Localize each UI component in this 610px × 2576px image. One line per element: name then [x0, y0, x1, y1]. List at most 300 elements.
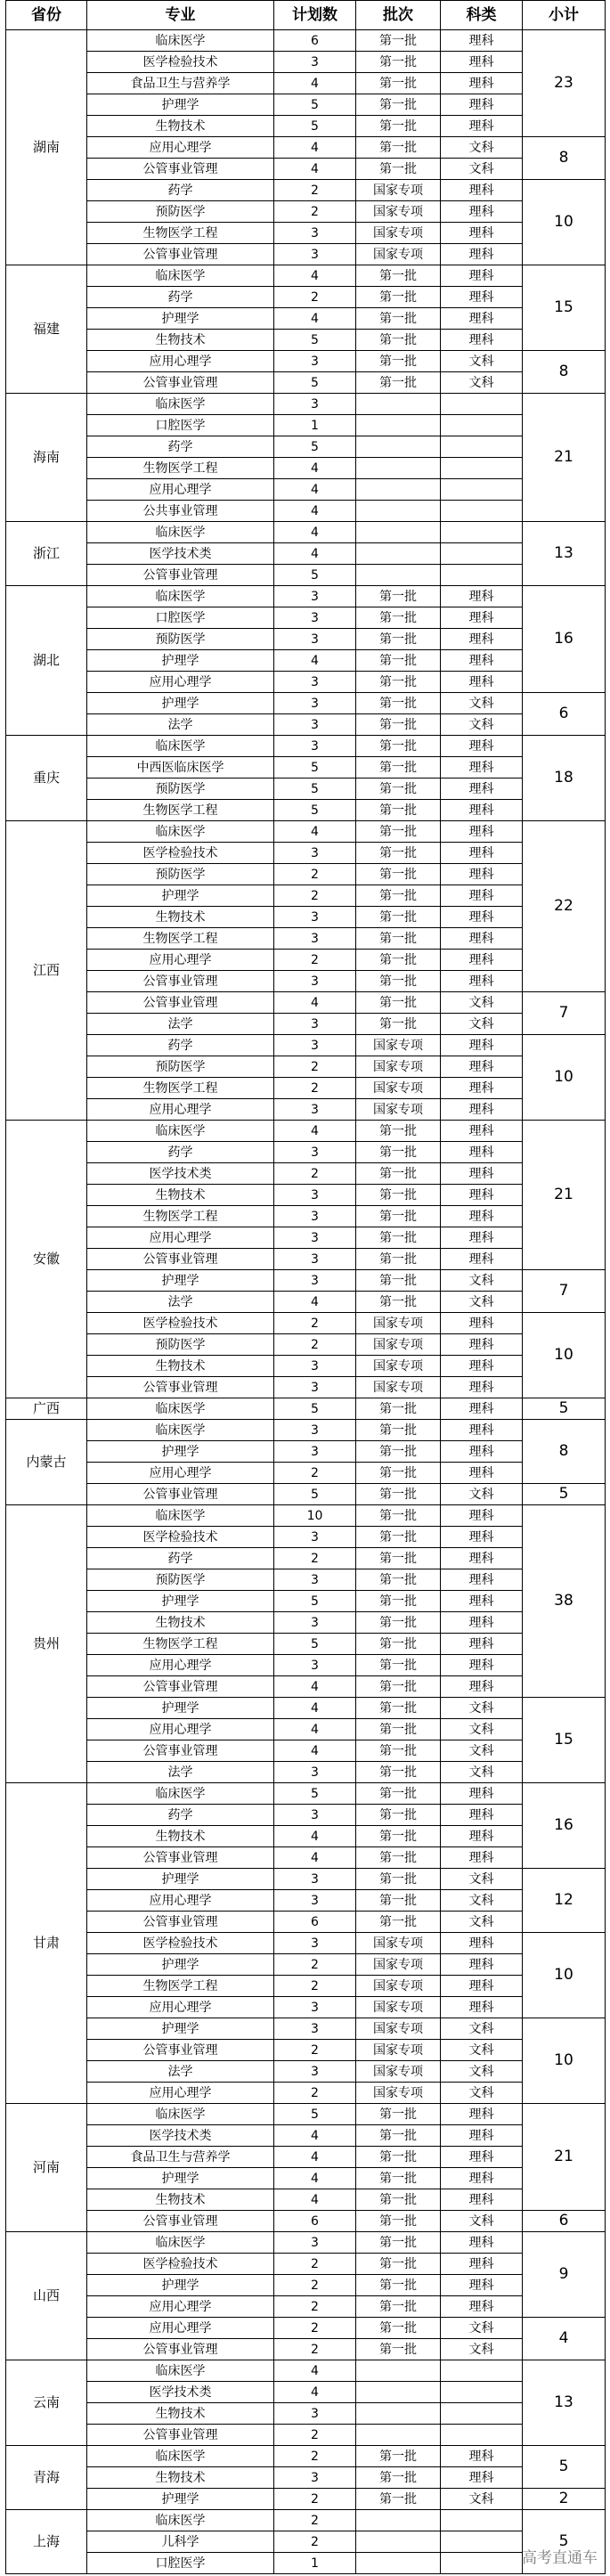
- major-cell: 公管事业管理: [87, 971, 274, 992]
- batch-cell: 第一批: [356, 30, 441, 52]
- major-cell: 预防医学: [87, 1569, 274, 1591]
- table-row: [6, 2147, 606, 2168]
- batch-cell: 国家专项: [356, 1334, 441, 1356]
- major-cell: 口腔医学: [87, 2553, 274, 2574]
- major-cell: 护理学: [87, 1698, 274, 1719]
- subject-cell: 理科: [441, 928, 523, 950]
- batch-cell: 第一批: [356, 1869, 441, 1890]
- major-cell: 公管事业管理: [87, 159, 274, 180]
- batch-cell: [356, 543, 441, 565]
- subtotal-cell: 5: [523, 1398, 606, 1420]
- major-cell: 生物技术: [87, 1612, 274, 1634]
- batch-cell: 第一批: [356, 1441, 441, 1463]
- subject-cell: 理科: [441, 1527, 523, 1548]
- table-row: [6, 1719, 606, 1740]
- subject-cell: 文科: [441, 714, 523, 736]
- major-cell: 医学检验技术: [87, 1527, 274, 1548]
- plan-count-cell: 2: [274, 1976, 356, 1997]
- subject-cell: 理科: [441, 201, 523, 223]
- table-row: [6, 415, 606, 436]
- subject-cell: 理科: [441, 1655, 523, 1676]
- major-cell: 临床医学: [87, 394, 274, 415]
- batch-cell: 第一批: [356, 1227, 441, 1249]
- table-row: [6, 800, 606, 821]
- major-cell: 应用心理学: [87, 1997, 274, 2018]
- table-row: [6, 586, 606, 607]
- plan-count-cell: 3: [274, 736, 356, 757]
- major-cell: 生物技术: [87, 1826, 274, 1847]
- major-cell: 口腔医学: [87, 607, 274, 629]
- plan-count-cell: 3: [274, 1356, 356, 1377]
- subject-cell: 文科: [441, 693, 523, 714]
- major-cell: 应用心理学: [87, 2083, 274, 2104]
- subject-cell: 理科: [441, 52, 523, 73]
- province-cell: 安徽: [6, 1121, 87, 1398]
- plan-count-cell: 4: [274, 159, 356, 180]
- table-row: [6, 201, 606, 223]
- batch-cell: 第一批: [356, 1740, 441, 1762]
- plan-count-cell: 2: [274, 2040, 356, 2061]
- subject-cell: 理科: [441, 2189, 523, 2211]
- major-cell: 应用心理学: [87, 950, 274, 971]
- subject-cell: 理科: [441, 864, 523, 885]
- batch-cell: [356, 501, 441, 522]
- table-row: [6, 372, 606, 394]
- batch-cell: 第一批: [356, 1847, 441, 1869]
- subtotal-cell: 38: [523, 1505, 606, 1698]
- table-row: [6, 650, 606, 672]
- plan-count-cell: 5: [274, 1783, 356, 1805]
- plan-count-cell: 3: [274, 52, 356, 73]
- subject-cell: 理科: [441, 1783, 523, 1805]
- batch-cell: 第一批: [356, 928, 441, 950]
- subtotal-cell: 8: [523, 137, 606, 180]
- major-cell: 公管事业管理: [87, 2339, 274, 2360]
- plan-count-cell: 4: [274, 1676, 356, 1698]
- table-row: [6, 287, 606, 308]
- batch-cell: 第一批: [356, 1912, 441, 1933]
- table-row: [6, 1612, 606, 1634]
- table-row: [6, 2254, 606, 2275]
- header-row: [6, 1, 606, 30]
- major-cell: 公管事业管理: [87, 2040, 274, 2061]
- major-cell: 药学: [87, 1805, 274, 1826]
- batch-cell: 第一批: [356, 2168, 441, 2189]
- table-row: [6, 1869, 606, 1890]
- province-cell: 内蒙古: [6, 1420, 87, 1505]
- batch-cell: 第一批: [356, 1591, 441, 1612]
- major-cell: 临床医学: [87, 2104, 274, 2125]
- major-cell: 法学: [87, 714, 274, 736]
- batch-cell: 第一批: [356, 1185, 441, 1206]
- plan-count-cell: 3: [274, 928, 356, 950]
- table-row: [6, 1847, 606, 1869]
- major-cell: 护理学: [87, 308, 274, 330]
- table-row: [6, 1569, 606, 1591]
- subject-cell: 理科: [441, 1976, 523, 1997]
- table-row: [6, 1912, 606, 1933]
- plan-count-cell: 3: [274, 629, 356, 650]
- major-cell: 生物医学工程: [87, 928, 274, 950]
- plan-count-cell: 5: [274, 1634, 356, 1655]
- subject-cell: [441, 2360, 523, 2382]
- subject-cell: 理科: [441, 1441, 523, 1463]
- plan-count-cell: 2: [274, 885, 356, 907]
- major-cell: 生物技术: [87, 116, 274, 137]
- table-row: [6, 1227, 606, 1249]
- major-cell: 公管事业管理: [87, 1847, 274, 1869]
- batch-cell: 第一批: [356, 1527, 441, 1548]
- subject-cell: 理科: [441, 2147, 523, 2168]
- subject-cell: [441, 543, 523, 565]
- major-cell: 临床医学: [87, 265, 274, 287]
- table-row: [6, 885, 606, 907]
- subject-cell: 理科: [441, 971, 523, 992]
- batch-cell: 第一批: [356, 1163, 441, 1185]
- table-row: [6, 2531, 606, 2553]
- batch-cell: 第一批: [356, 950, 441, 971]
- subject-cell: 文科: [441, 1740, 523, 1762]
- subtotal-cell: 8: [523, 1420, 606, 1484]
- batch-cell: 第一批: [356, 821, 441, 843]
- plan-count-cell: 4: [274, 1826, 356, 1847]
- batch-cell: 第一批: [356, 1719, 441, 1740]
- subject-cell: 文科: [441, 2040, 523, 2061]
- table-row: [6, 2446, 606, 2467]
- header-plan-count: 计划数: [274, 1, 356, 30]
- plan-count-cell: 4: [274, 2382, 356, 2403]
- batch-cell: 第一批: [356, 2232, 441, 2254]
- plan-count-cell: 3: [274, 1933, 356, 1954]
- subject-cell: [441, 565, 523, 586]
- major-cell: 生物医学工程: [87, 1078, 274, 1099]
- subject-cell: 理科: [441, 2467, 523, 2489]
- subject-cell: 理科: [441, 885, 523, 907]
- subject-cell: 文科: [441, 1014, 523, 1035]
- plan-count-cell: 5: [274, 779, 356, 800]
- major-cell: 口腔医学: [87, 415, 274, 436]
- table-row: [6, 950, 606, 971]
- batch-cell: 第一批: [356, 2318, 441, 2339]
- subject-cell: 理科: [441, 1185, 523, 1206]
- plan-count-cell: 3: [274, 1569, 356, 1591]
- subtotal-cell: 18: [523, 736, 606, 821]
- table-row: [6, 330, 606, 351]
- subject-cell: 理科: [441, 30, 523, 52]
- major-cell: 法学: [87, 2061, 274, 2083]
- table-row: [6, 714, 606, 736]
- subject-cell: 理科: [441, 1826, 523, 1847]
- major-cell: 应用心理学: [87, 1227, 274, 1249]
- table-row: [6, 779, 606, 800]
- plan-count-cell: 5: [274, 757, 356, 779]
- plan-count-cell: 3: [274, 1227, 356, 1249]
- plan-count-cell: 2: [274, 1463, 356, 1484]
- table-row: [6, 757, 606, 779]
- subject-cell: [441, 2425, 523, 2446]
- province-cell: 重庆: [6, 736, 87, 821]
- subject-cell: 理科: [441, 1206, 523, 1227]
- batch-cell: 第一批: [356, 885, 441, 907]
- major-cell: 儿科学: [87, 2531, 274, 2553]
- major-cell: 公管事业管理: [87, 372, 274, 394]
- table-row: [6, 1890, 606, 1912]
- subject-cell: 文科: [441, 1270, 523, 1292]
- subtotal-cell: 5: [523, 2510, 606, 2574]
- table-body: [6, 30, 606, 2574]
- table-row: [6, 1997, 606, 2018]
- major-cell: 临床医学: [87, 2446, 274, 2467]
- plan-count-cell: 4: [274, 543, 356, 565]
- plan-count-cell: 5: [274, 1398, 356, 1420]
- table-row: [6, 2553, 606, 2574]
- subject-cell: [441, 458, 523, 479]
- batch-cell: 第一批: [356, 2275, 441, 2296]
- plan-count-cell: 4: [274, 1292, 356, 1313]
- batch-cell: 第一批: [356, 2489, 441, 2510]
- table-row: [6, 992, 606, 1014]
- table-row: [6, 1676, 606, 1698]
- plan-count-cell: 3: [274, 244, 356, 265]
- plan-count-cell: 3: [274, 1014, 356, 1035]
- plan-count-cell: 2: [274, 1313, 356, 1334]
- subject-cell: [441, 2403, 523, 2425]
- major-cell: 公管事业管理: [87, 1484, 274, 1505]
- batch-cell: 第一批: [356, 1569, 441, 1591]
- table-row: [6, 928, 606, 950]
- major-cell: 法学: [87, 1762, 274, 1783]
- subject-cell: 文科: [441, 2489, 523, 2510]
- major-cell: 公管事业管理: [87, 1377, 274, 1398]
- table-row: [6, 1014, 606, 1035]
- batch-cell: 国家专项: [356, 1976, 441, 1997]
- plan-count-cell: 1: [274, 2553, 356, 2574]
- subject-cell: 理科: [441, 94, 523, 116]
- table-row: [6, 2510, 606, 2531]
- plan-count-cell: 2: [274, 2318, 356, 2339]
- table-row: [6, 607, 606, 629]
- major-cell: 公管事业管理: [87, 992, 274, 1014]
- table-row: [6, 116, 606, 137]
- batch-cell: 国家专项: [356, 223, 441, 244]
- plan-count-cell: 2: [274, 2275, 356, 2296]
- batch-cell: 第一批: [356, 1398, 441, 1420]
- batch-cell: 第一批: [356, 1484, 441, 1505]
- header-batch: 批次: [356, 1, 441, 30]
- major-cell: 医学检验技术: [87, 2254, 274, 2275]
- plan-count-cell: 4: [274, 73, 356, 94]
- batch-cell: 第一批: [356, 2446, 441, 2467]
- plan-count-cell: 3: [274, 1441, 356, 1463]
- subtotal-cell: 10: [523, 1035, 606, 1121]
- batch-cell: 第一批: [356, 1121, 441, 1142]
- batch-cell: 第一批: [356, 2104, 441, 2125]
- plan-count-cell: 3: [274, 586, 356, 607]
- batch-cell: 第一批: [356, 736, 441, 757]
- province-cell: 海南: [6, 394, 87, 522]
- subject-cell: 理科: [441, 1334, 523, 1356]
- plan-count-cell: 3: [274, 843, 356, 864]
- subject-cell: 文科: [441, 1698, 523, 1719]
- subtotal-cell: 15: [523, 1698, 606, 1783]
- subject-cell: 理科: [441, 2104, 523, 2125]
- plan-count-cell: 5: [274, 800, 356, 821]
- batch-cell: 第一批: [356, 1676, 441, 1698]
- major-cell: 护理学: [87, 693, 274, 714]
- table-row: [6, 1206, 606, 1227]
- plan-count-cell: 2: [274, 2510, 356, 2531]
- table-row: [6, 308, 606, 330]
- batch-cell: 第一批: [356, 94, 441, 116]
- major-cell: 药学: [87, 1548, 274, 1569]
- batch-cell: 第一批: [356, 650, 441, 672]
- major-cell: 应用心理学: [87, 1099, 274, 1121]
- watermark-text: 高考直通车: [522, 2549, 598, 2567]
- table-row: [6, 672, 606, 693]
- plan-count-cell: 3: [274, 907, 356, 928]
- subtotal-cell: 4: [523, 2318, 606, 2360]
- subtotal-cell: 23: [523, 30, 606, 137]
- table-row: [6, 2125, 606, 2147]
- subject-cell: [441, 501, 523, 522]
- plan-count-cell: 2: [274, 1334, 356, 1356]
- subtotal-cell: 13: [523, 522, 606, 586]
- batch-cell: [356, 2360, 441, 2382]
- plan-count-cell: 2: [274, 2446, 356, 2467]
- plan-count-cell: 4: [274, 650, 356, 672]
- batch-cell: [356, 2403, 441, 2425]
- subtotal-cell: 10: [523, 2018, 606, 2104]
- batch-cell: [356, 394, 441, 415]
- subtotal-cell: 21: [523, 2104, 606, 2211]
- major-cell: 临床医学: [87, 1783, 274, 1805]
- major-cell: 应用心理学: [87, 1890, 274, 1912]
- subtotal-cell: 5: [523, 2446, 606, 2489]
- batch-cell: 第一批: [356, 907, 441, 928]
- table-row: [6, 1078, 606, 1099]
- major-cell: 生物技术: [87, 1185, 274, 1206]
- table-row: [6, 522, 606, 543]
- plan-count-cell: 3: [274, 1805, 356, 1826]
- plan-count-cell: 3: [274, 1655, 356, 1676]
- plan-count-cell: 5: [274, 372, 356, 394]
- subject-cell: 理科: [441, 950, 523, 971]
- province-cell: 青海: [6, 2446, 87, 2510]
- plan-count-cell: 2: [274, 864, 356, 885]
- major-cell: 公管事业管理: [87, 565, 274, 586]
- subject-cell: 理科: [441, 1056, 523, 1078]
- plan-count-cell: 2: [274, 1548, 356, 1569]
- table-row: [6, 1698, 606, 1719]
- batch-cell: 第一批: [356, 1783, 441, 1805]
- major-cell: 公管事业管理: [87, 2425, 274, 2446]
- major-cell: 临床医学: [87, 2360, 274, 2382]
- batch-cell: 国家专项: [356, 1377, 441, 1398]
- batch-cell: 第一批: [356, 843, 441, 864]
- table-row: [6, 2382, 606, 2403]
- province-cell: 湖南: [6, 30, 87, 265]
- major-cell: 应用心理学: [87, 351, 274, 372]
- batch-cell: 国家专项: [356, 2061, 441, 2083]
- subject-cell: 文科: [441, 2083, 523, 2104]
- plan-count-cell: 3: [274, 1762, 356, 1783]
- major-cell: 生物医学工程: [87, 223, 274, 244]
- plan-count-cell: 3: [274, 1377, 356, 1398]
- batch-cell: 第一批: [356, 672, 441, 693]
- province-cell: 福建: [6, 265, 87, 394]
- subtotal-cell: 5: [523, 1484, 606, 1505]
- table-row: [6, 1826, 606, 1847]
- subject-cell: 文科: [441, 2061, 523, 2083]
- subject-cell: 理科: [441, 116, 523, 137]
- batch-cell: 第一批: [356, 52, 441, 73]
- batch-cell: 第一批: [356, 757, 441, 779]
- major-cell: 医学技术类: [87, 1163, 274, 1185]
- table-row: [6, 2018, 606, 2040]
- subject-cell: 理科: [441, 1249, 523, 1270]
- batch-cell: [356, 436, 441, 458]
- major-cell: 生物技术: [87, 907, 274, 928]
- major-cell: 应用心理学: [87, 1655, 274, 1676]
- table-row: [6, 629, 606, 650]
- subject-cell: 文科: [441, 351, 523, 372]
- plan-count-cell: 2: [274, 2296, 356, 2318]
- major-cell: 预防医学: [87, 629, 274, 650]
- plan-count-cell: 4: [274, 501, 356, 522]
- subject-cell: [441, 479, 523, 501]
- subject-cell: 理科: [441, 1163, 523, 1185]
- major-cell: 药学: [87, 436, 274, 458]
- major-cell: 临床医学: [87, 2510, 274, 2531]
- major-cell: 护理学: [87, 1954, 274, 1976]
- major-cell: 公管事业管理: [87, 2211, 274, 2232]
- table-row: [6, 244, 606, 265]
- batch-cell: 国家专项: [356, 201, 441, 223]
- table-row: [6, 2360, 606, 2382]
- subject-cell: 文科: [441, 1719, 523, 1740]
- subtotal-cell: 7: [523, 1270, 606, 1313]
- major-cell: 食品卫生与营养学: [87, 2147, 274, 2168]
- batch-cell: 第一批: [356, 372, 441, 394]
- table-row: [6, 565, 606, 586]
- subtotal-cell: 10: [523, 1313, 606, 1398]
- plan-count-cell: 3: [274, 2061, 356, 2083]
- subtotal-cell: 16: [523, 1783, 606, 1869]
- province-cell: 河南: [6, 2104, 87, 2232]
- subtotal-cell: 21: [523, 394, 606, 522]
- batch-cell: 第一批: [356, 971, 441, 992]
- table-row: [6, 180, 606, 201]
- batch-cell: 国家专项: [356, 1078, 441, 1099]
- subject-cell: 理科: [441, 1313, 523, 1334]
- subtotal-cell: 16: [523, 586, 606, 693]
- plan-count-cell: 3: [274, 1185, 356, 1206]
- subject-cell: 理科: [441, 1142, 523, 1163]
- subject-cell: 理科: [441, 180, 523, 201]
- batch-cell: 第一批: [356, 1655, 441, 1676]
- subject-cell: 理科: [441, 1569, 523, 1591]
- batch-cell: 第一批: [356, 779, 441, 800]
- subtotal-cell: 8: [523, 351, 606, 394]
- batch-cell: 第一批: [356, 2211, 441, 2232]
- subject-cell: 理科: [441, 736, 523, 757]
- batch-cell: 第一批: [356, 714, 441, 736]
- batch-cell: 国家专项: [356, 180, 441, 201]
- subject-cell: 理科: [441, 650, 523, 672]
- plan-count-cell: 3: [274, 1997, 356, 2018]
- subject-cell: 理科: [441, 1954, 523, 1976]
- table-row: [6, 1933, 606, 1954]
